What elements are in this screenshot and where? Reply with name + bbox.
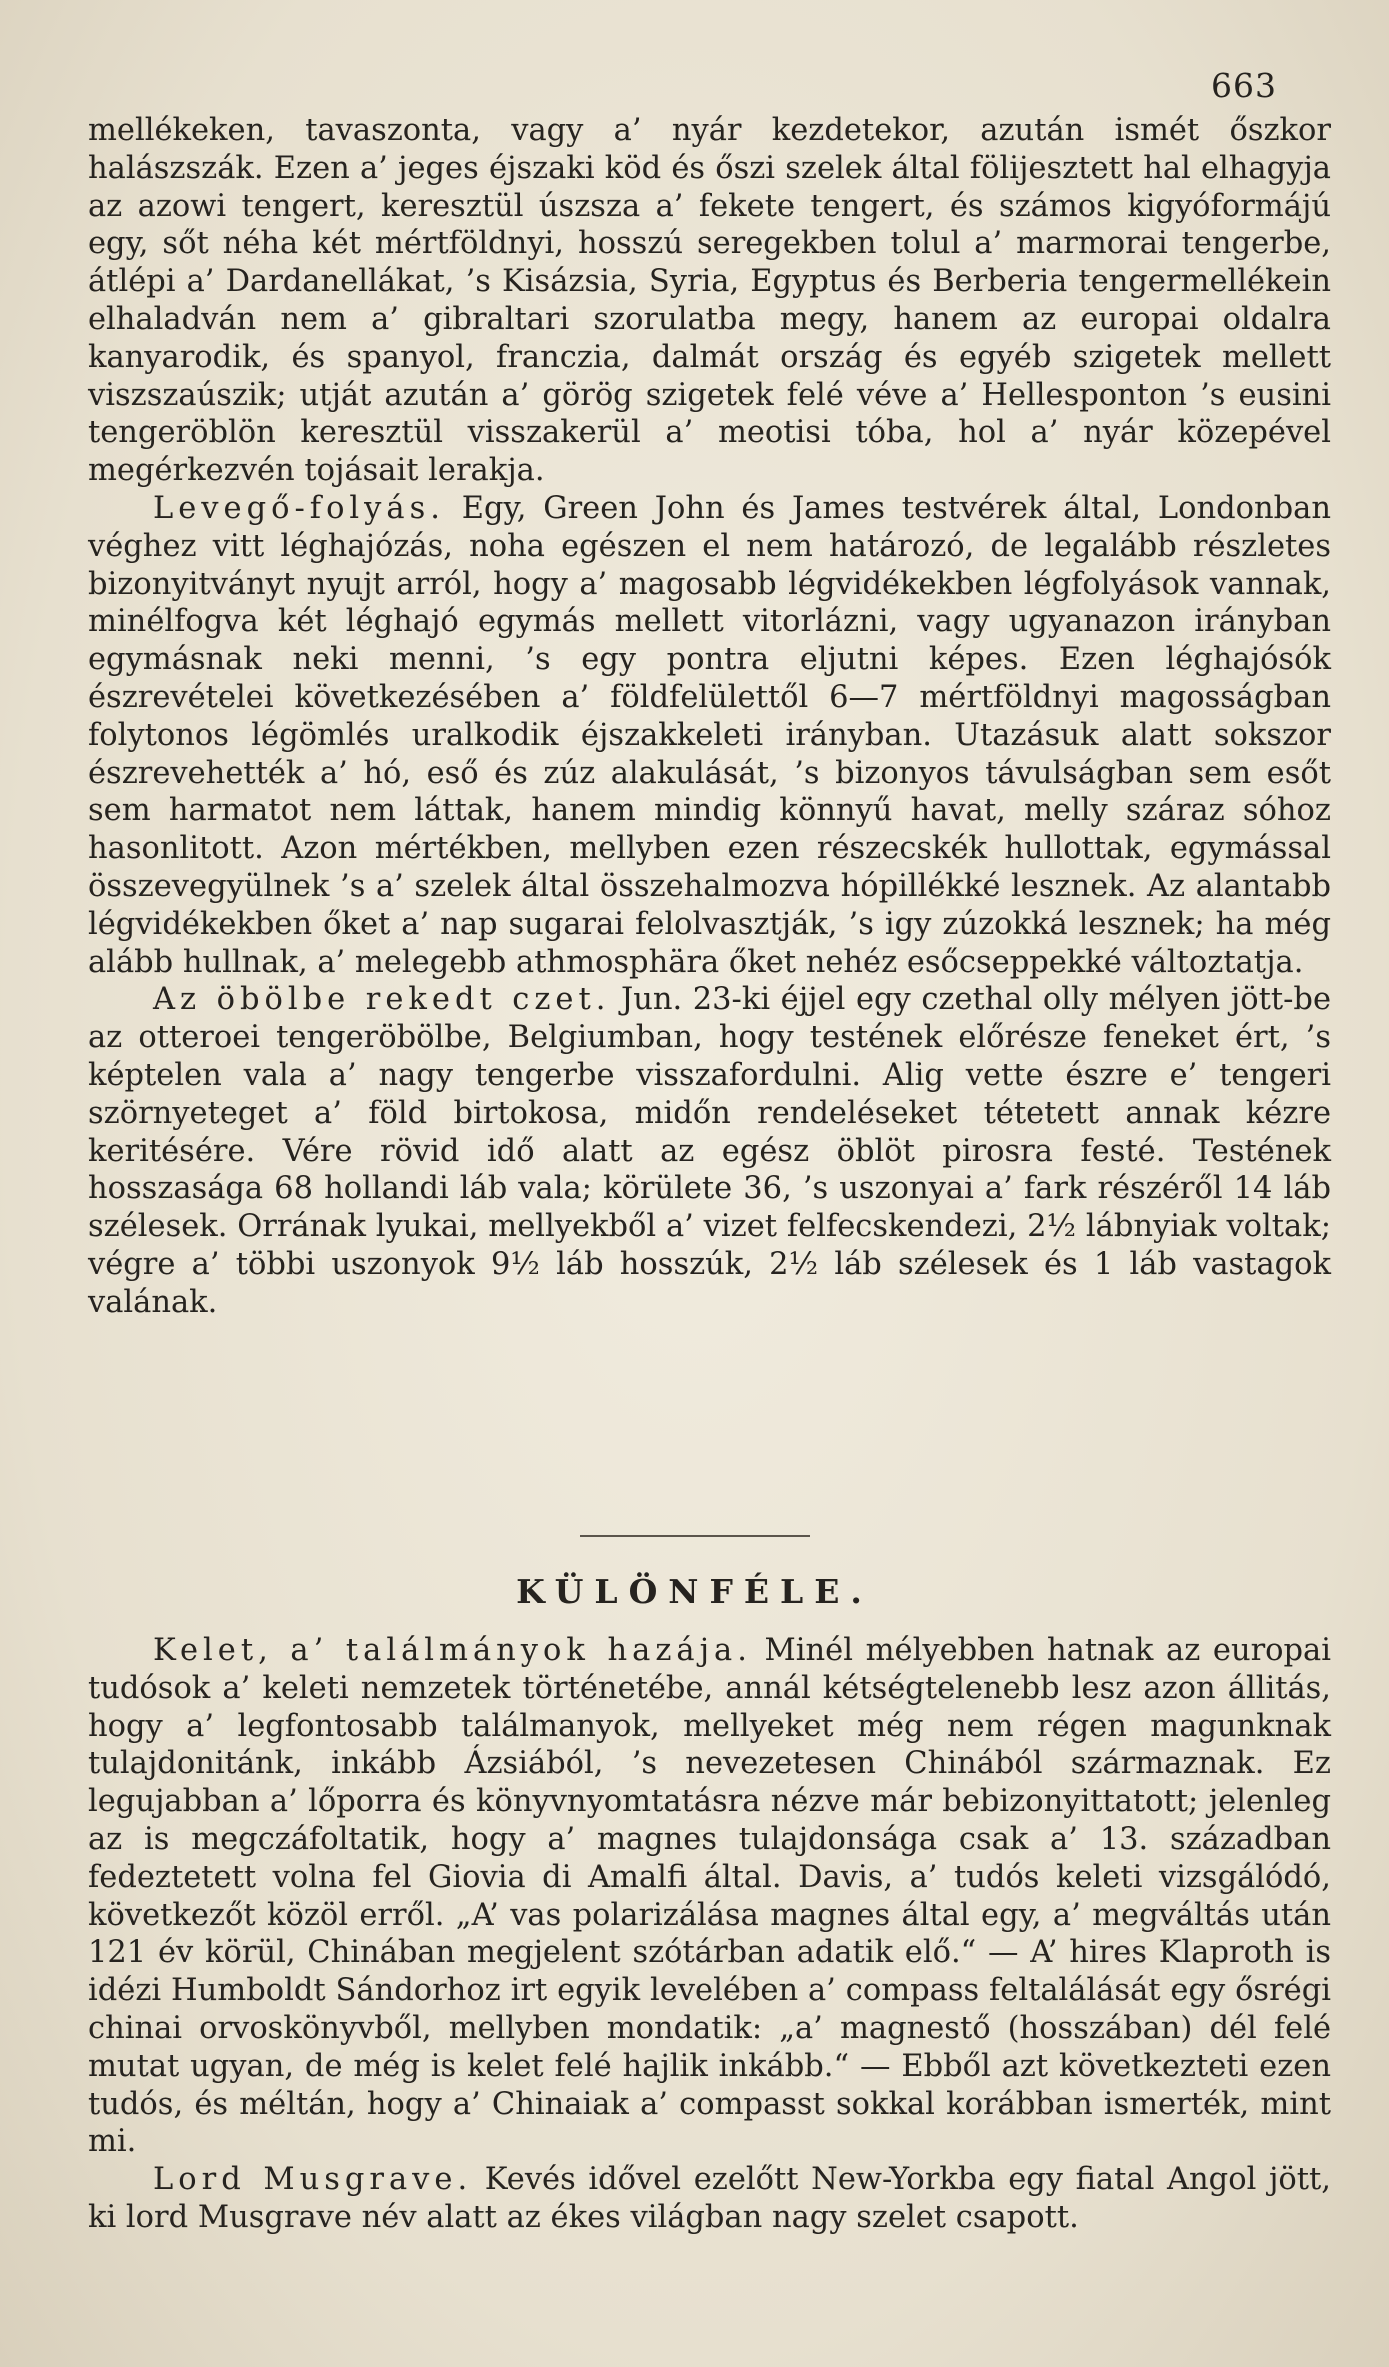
article-block-bottom <box>88 1632 1331 2237</box>
paragraph-text: Minél mélyebben hatnak az europai tudósok a’ keleti nemzetek történetébe, annál kétségtelenebb lesz azon állitás, hogy a’ legfontosabb találmanyok, mellyeket még nem régen magunknak tulajdonitánk, inkább Ázsiából, ’s nevezetesen Chinából származnak. Ez legujabban a’ lőporra és könyvnyomtatásra nézve már bebizonyittatott; jelenleg az is megczáfoltatik, hogy a’ magnes tulajdonsága csak a’ 13. században fedeztetett volna fel Giovia di Amalfi által. Davis, a’ tudós keleti vizsgálódó, következőt közöl erről. „A’ vas polarizálása magnes által egy, a’ megváltás után 121 év körül, Chinában megjelent szótárban adatik elő.“ — A’ hires Klaproth is idézi Humboldt Sándorhoz irt egyik levelében a’ compass feltalálását egy ősrégi chinai orvoskönyvből, mellyben mondatik: „a’ magnestő (hosszában) dél felé mutat ugyan, de még is kelet felé hajlik inkább.“ — Ebből azt következteti ezen tudós, és méltán, hogy a’ Chinaiak a’ compasst sokkal korábban ismerték, mint mi. <box>88 1633 1331 2160</box>
paragraph-stranded-whale <box>88 981 1331 1321</box>
paragraph-text: Kevés idővel ezelőtt New-Yorkba egy fiatal Angol jött, ki lord Musgrave név alatt az ékes világban nagy szelet csapott. <box>88 2162 1331 2235</box>
paragraph-text: Jun. 23-ki éjjel egy czethal olly mélyen jött-be az otteroei tengeröbölbe, Belgiumban, hogy testének előrésze feneket ért, ’s képtelen vala a’ nagy tengerbe visszafordulni. Alig vette észre e’ tengeri szörnyeteget a’ föld birtokosa, midőn rendeléseket tétetett annak kézre keritésére. Vére rövid idő alatt az egész öblöt pirosra festé. Testének hosszasága 68 hollandi láb vala; körülete 36, ’s uszonyai a’ fark részéről 14 láb szélesek. Orrának lyukai, mellyekből a’ vizet felfecskendezi, 2½ lábnyiak voltak; végre a’ többi uszonyok 9½ láb hosszúk, 2½ láb szélesek és 1 láb vastagok valának. <box>88 982 1331 1320</box>
paragraph-lord-musgrave <box>88 2161 1331 2237</box>
paragraph-heading: Kelet, a’ találmányok hazája. <box>153 1633 752 1668</box>
paragraph-text: mellékeken, tavaszonta, vagy a’ nyár kezdetekor, azután ismét őszkor halászszák. Ezen a’ jeges éjszaki köd és őszi szelek által fölijesztett hal elhagyja az azowi tengert, keresztül úszsza a’ fekete tengert, és számos kigyóformájú egy, sőt néha két mértföldnyi, hosszú seregekben tolul a’ marmorai tengerbe, átlépi a’ Dardanellákat, ’s Kisázsia, Syria, Egyptus és Berberia tengermellékein elhaladván nem a’ gibraltari szorulatba megy, hanem az europai oldalra kanyarodik, és spanyol, franczia, dalmát ország és egyéb szigetek mellett viszszaúszik; utját azután a’ görög szigetek felé véve a’ Hellesponton ’s eusini tengeröblön keresztül visszakerül a’ meotisi tóba, hol a’ nyár közepével megérkezvén tojásait lerakja. <box>88 113 1331 489</box>
paragraph-heading: Levegő-folyás. <box>153 490 445 526</box>
paragraph-east-inventions <box>88 1632 1331 2161</box>
paragraph-air-current <box>88 490 1331 981</box>
page-number: 663 <box>1211 66 1277 105</box>
paragraph-text: Egy, Green John és James testvérek által, Londonban véghez vitt léghajózás, noha egészen el nem határozó, de legalább részletes bizonyitványt nyujt arról, hogy a’ magosabb légvidékekben légfolyások vannak, minélfogva két léghajó egymás mellett vitorlázni, vagy ugyanazon irányban egymásnak neki menni, ’s egy pontra eljutni képes. Ezen léghajósók észrevételei következésében a’ földfelülettől 6—7 mértföldnyi magosságban folytonos légömlés uralkodik éjszakkeleti irányban. Utazásuk alatt sokszor észrevehették a’ hó, eső és zúz alakulását, ’s bizonyos távulságban sem esőt sem harmatot nem láttak, hanem mindig könnyű havat, melly száraz sóhoz hasonlitott. Azon mértékben, mellyben ezen részecskék hullottak, egymással összevegyülnek ’s a’ szelek által összehalmozva hópillékké lesznek. Az alantabb légvidékekben őket a’ nap sugarai felolvasztják, ’s igy zúzokká lesznek; ha még alább hullnak, a’ melegebb athmosphära őket nehéz esőcseppekké változtatja. <box>88 490 1331 980</box>
paragraph-heading: Az öbölbe rekedt czet. <box>153 982 611 1018</box>
section-title: KÜLÖNFÉLE. <box>516 1572 873 1611</box>
article-block-top <box>88 112 1331 1322</box>
paragraph-heading: Lord Musgrave. <box>153 2162 473 2198</box>
paragraph-fish-migration <box>88 112 1331 490</box>
section-divider <box>580 1535 810 1537</box>
